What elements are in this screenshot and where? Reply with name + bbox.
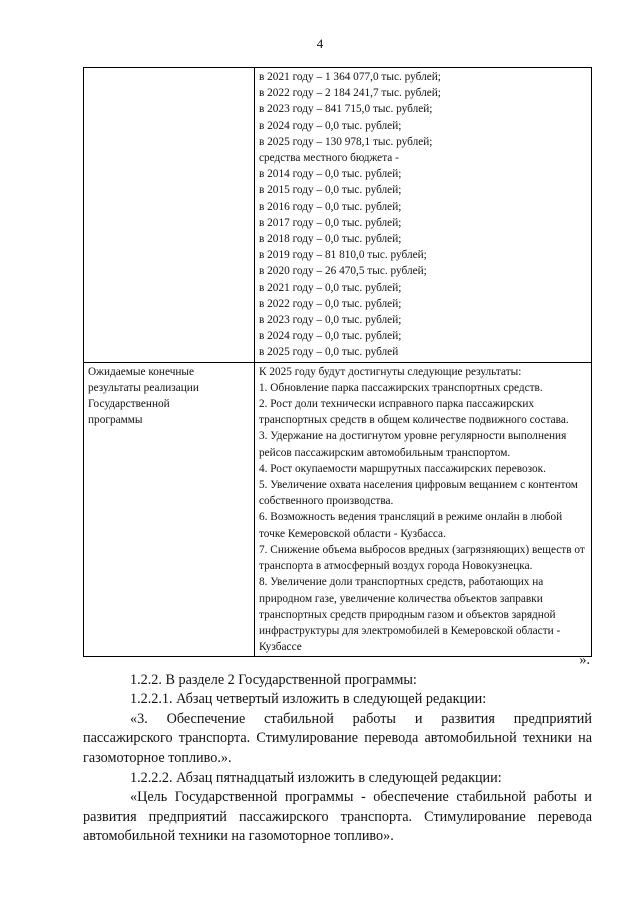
results-row <box>84 362 592 657</box>
results-value-cell <box>255 362 592 657</box>
results-item: 5. Увеличение охвата населения цифровым вещанием с контентом собственного производства. <box>259 479 578 508</box>
paragraph-goal-quote: «Цель Государственной программы - обеспечение стабильной работы и развития предприятий пассажирского транспорта. Стимулирование перевода автомобильной техники на газомоторное топливо». <box>83 789 592 845</box>
page-number: 4 <box>316 36 324 51</box>
funding-line: в 2021 году – 1 364 077,0 тыс. рублей; <box>259 71 441 83</box>
results-label-line: результаты реализации <box>88 381 199 394</box>
funding-line: в 2025 году – 130 978,1 тыс. рублей; <box>259 135 433 148</box>
funding-label-cell <box>84 68 255 363</box>
funding-line: в 2021 году – 0,0 тыс. рублей; <box>259 281 402 294</box>
paragraph-quote-3: «3. Обеспечение стабильной работы и развития предприятий пассажирского транспорта. Стимулирование перевода автомобильной техники на газомоторное топливо.». <box>83 710 592 766</box>
funding-row <box>84 68 592 363</box>
paragraph-section-2: 1.2.2. В разделе 2 Государственной программы: <box>130 671 417 688</box>
funding-line: в 2016 году – 0,0 тыс. рублей; <box>259 200 402 213</box>
funding-line: средства местного бюджета - <box>259 152 399 165</box>
results-label-line: программы <box>88 414 143 427</box>
funding-line: в 2023 году – 841 715,0 тыс. рублей; <box>259 103 433 116</box>
funding-line: в 2022 году – 2 184 241,7 тыс. рублей; <box>259 87 441 100</box>
results-item: 7. Снижение объема выбросов вредных (загрязняющих) веществ от транспорта в атмосферный воздух города Новокузнецка. <box>259 543 585 573</box>
paragraph-abzac-15: 1.2.2.2. Абзац пятнадцатый изложить в следующей редакции: <box>130 769 502 786</box>
funding-line: в 2022 году – 0,0 тыс. рублей; <box>259 297 402 310</box>
results-item: 2. Рост доли технически исправного парка пассажирских транспортных средств в общем количестве подвижного состава. <box>259 398 569 427</box>
paragraph-abzac-4: 1.2.2.1. Абзац четвертый изложить в следующей редакции: <box>130 691 487 708</box>
results-item: 1. Обновление парка пассажирских транспортных средств. <box>259 381 543 394</box>
closing-quote: ». <box>579 652 590 668</box>
funding-value-cell <box>255 68 592 363</box>
funding-line: в 2015 году – 0,0 тыс. рублей; <box>259 184 402 197</box>
results-item: 8. Увеличение доли транспортных средств, работающих на природном газе, увеличение количества объектов заправки транспортных средств природным газом и объектов зарядной инфраструктуры для электромобилей в Кемеровской области - Кузбассе <box>259 576 561 654</box>
results-label-cell <box>84 362 255 657</box>
funding-line: в 2018 году – 0,0 тыс. рублей; <box>259 233 402 246</box>
funding-line: в 2019 году – 81 810,0 тыс. рублей; <box>259 249 427 262</box>
funding-line: в 2020 году – 26 470,5 тыс. рублей; <box>259 265 427 278</box>
amendment-text <box>83 651 592 847</box>
results-item: 6. Возможность ведения трансляций в режиме онлайн в любой точке Кемеровской области - Кузбасса. <box>259 511 563 540</box>
results-item: 3. Удержание на достигнутом уровне регулярности выполнения рейсов пассажирским автомобильным транспортом. <box>259 430 567 459</box>
results-label-line: Ожидаемые конечные <box>88 365 195 378</box>
funding-line: в 2024 году – 0,0 тыс. рублей; <box>259 330 402 343</box>
funding-line: в 2025 году – 0,0 тыс. рублей <box>259 346 399 359</box>
funding-line: в 2017 году – 0,0 тыс. рублей; <box>259 216 402 229</box>
program-passport-table <box>83 67 592 657</box>
funding-line: в 2014 году – 0,0 тыс. рублей; <box>259 168 402 181</box>
results-label-line: Государственной <box>88 398 170 411</box>
funding-line: в 2024 году – 0,0 тыс. рублей; <box>259 119 402 132</box>
results-item: К 2025 году будут достигнуты следующие результаты: <box>259 365 522 378</box>
funding-line: в 2023 году – 0,0 тыс. рублей; <box>259 314 402 327</box>
results-item: 4. Рост окупаемости маршрутных пассажирских перевозок. <box>259 462 546 475</box>
